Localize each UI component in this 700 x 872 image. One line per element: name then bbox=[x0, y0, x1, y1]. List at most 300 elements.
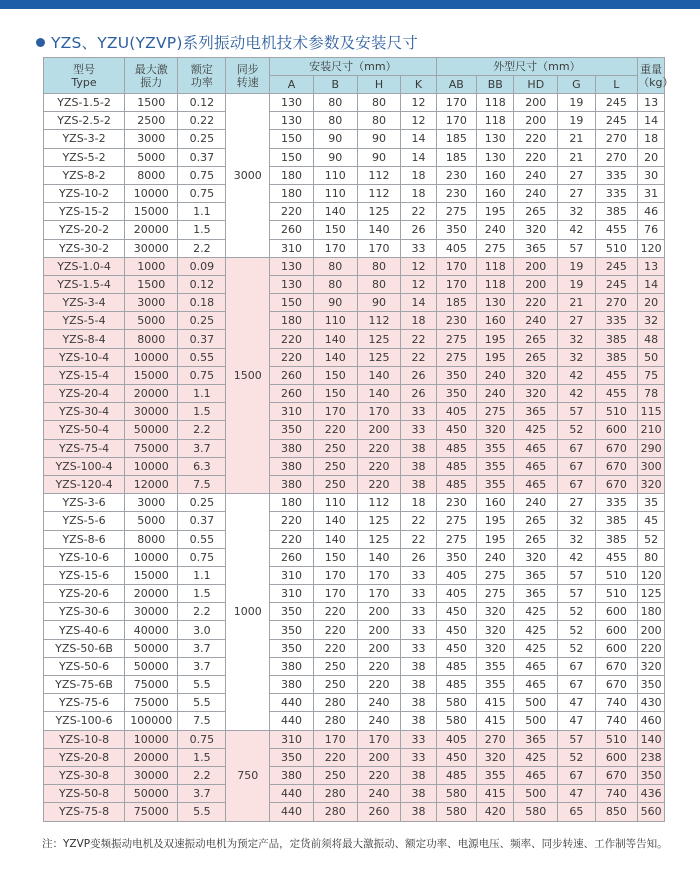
cell-g: 21 bbox=[558, 148, 595, 166]
cell-bb: 270 bbox=[477, 730, 514, 748]
cell-type: YZS-10-2 bbox=[44, 184, 125, 202]
cell-type: YZS-8-2 bbox=[44, 166, 125, 184]
cell-ab: 485 bbox=[436, 676, 477, 694]
cell-type: YZS-5-6 bbox=[44, 512, 125, 530]
cell-a: 310 bbox=[270, 585, 314, 603]
cell-g: 57 bbox=[558, 585, 595, 603]
cell-force: 30000 bbox=[125, 603, 178, 621]
cell-h: 125 bbox=[357, 530, 401, 548]
cell-type: YZS-20-4 bbox=[44, 385, 125, 403]
table-row bbox=[44, 585, 665, 603]
cell-weight: 436 bbox=[638, 785, 665, 803]
cell-power: 3.7 bbox=[178, 439, 226, 457]
table-row bbox=[44, 312, 665, 330]
cell-k: 33 bbox=[401, 239, 436, 257]
table-row bbox=[44, 112, 665, 130]
cell-b: 140 bbox=[313, 530, 357, 548]
cell-bb: 275 bbox=[477, 585, 514, 603]
col-header-speed bbox=[226, 58, 270, 94]
cell-ab: 450 bbox=[436, 421, 477, 439]
cell-k: 26 bbox=[401, 548, 436, 566]
cell-a: 260 bbox=[270, 221, 314, 239]
cell-l: 245 bbox=[595, 257, 638, 275]
cell-b: 250 bbox=[313, 766, 357, 784]
cell-force: 1500 bbox=[125, 275, 178, 293]
cell-l: 270 bbox=[595, 130, 638, 148]
cell-a: 150 bbox=[270, 148, 314, 166]
cell-force: 20000 bbox=[125, 385, 178, 403]
cell-l: 670 bbox=[595, 657, 638, 675]
cell-ab: 170 bbox=[436, 257, 477, 275]
cell-bb: 415 bbox=[477, 785, 514, 803]
cell-h: 240 bbox=[357, 785, 401, 803]
cell-power: 6.3 bbox=[178, 457, 226, 475]
cell-b: 220 bbox=[313, 603, 357, 621]
cell-power: 3.0 bbox=[178, 621, 226, 639]
table-row bbox=[44, 748, 665, 766]
table-row bbox=[44, 257, 665, 275]
cell-a: 130 bbox=[270, 112, 314, 130]
cell-b: 110 bbox=[313, 312, 357, 330]
cell-k: 22 bbox=[401, 330, 436, 348]
cell-ab: 350 bbox=[436, 221, 477, 239]
cell-h: 112 bbox=[357, 312, 401, 330]
cell-power: 0.75 bbox=[178, 548, 226, 566]
table-row bbox=[44, 657, 665, 675]
cell-force: 15000 bbox=[125, 203, 178, 221]
cell-force: 40000 bbox=[125, 621, 178, 639]
cell-bb: 355 bbox=[477, 475, 514, 493]
cell-weight: 14 bbox=[638, 112, 665, 130]
cell-a: 220 bbox=[270, 203, 314, 221]
cell-weight: 210 bbox=[638, 421, 665, 439]
cell-hd: 365 bbox=[514, 239, 558, 257]
cell-power: 0.25 bbox=[178, 130, 226, 148]
cell-h: 80 bbox=[357, 257, 401, 275]
col-header-weight bbox=[638, 58, 674, 94]
cell-k: 22 bbox=[401, 512, 436, 530]
cell-h: 125 bbox=[357, 203, 401, 221]
cell-ab: 405 bbox=[436, 566, 477, 584]
cell-h: 220 bbox=[357, 457, 401, 475]
cell-weight: 180 bbox=[638, 603, 665, 621]
cell-b: 250 bbox=[313, 676, 357, 694]
cell-power: 0.55 bbox=[178, 348, 226, 366]
cell-a: 310 bbox=[270, 566, 314, 584]
cell-force: 1000 bbox=[125, 257, 178, 275]
table-row bbox=[44, 130, 665, 148]
cell-power: 5.5 bbox=[178, 676, 226, 694]
cell-bb: 160 bbox=[477, 312, 514, 330]
cell-bb: 355 bbox=[477, 676, 514, 694]
cell-hd: 220 bbox=[514, 294, 558, 312]
cell-l: 740 bbox=[595, 712, 638, 730]
cell-k: 38 bbox=[401, 676, 436, 694]
cell-force: 75000 bbox=[125, 676, 178, 694]
col-header-hd: HD bbox=[514, 76, 558, 94]
cell-force: 15000 bbox=[125, 366, 178, 384]
header-power-line2: 功率 bbox=[190, 75, 213, 89]
cell-k: 38 bbox=[401, 785, 436, 803]
cell-h: 220 bbox=[357, 766, 401, 784]
table-row bbox=[44, 676, 665, 694]
cell-weight: 18 bbox=[638, 130, 665, 148]
cell-k: 38 bbox=[401, 475, 436, 493]
table-row bbox=[44, 803, 665, 821]
table-row bbox=[44, 239, 665, 257]
cell-h: 125 bbox=[357, 348, 401, 366]
cell-ab: 580 bbox=[436, 694, 477, 712]
cell-k: 33 bbox=[401, 603, 436, 621]
cell-hd: 320 bbox=[514, 366, 558, 384]
cell-b: 80 bbox=[313, 94, 357, 112]
cell-hd: 580 bbox=[514, 803, 558, 821]
cell-hd: 500 bbox=[514, 785, 558, 803]
cell-type: YZS-30-8 bbox=[44, 766, 125, 784]
cell-g: 19 bbox=[558, 94, 595, 112]
cell-l: 510 bbox=[595, 585, 638, 603]
cell-bb: 195 bbox=[477, 330, 514, 348]
cell-power: 0.18 bbox=[178, 294, 226, 312]
cell-hd: 265 bbox=[514, 512, 558, 530]
cell-type: YZS-20-2 bbox=[44, 221, 125, 239]
cell-bb: 320 bbox=[477, 421, 514, 439]
cell-l: 670 bbox=[595, 766, 638, 784]
cell-hd: 265 bbox=[514, 203, 558, 221]
cell-bb: 420 bbox=[477, 803, 514, 821]
cell-hd: 425 bbox=[514, 639, 558, 657]
cell-b: 80 bbox=[313, 112, 357, 130]
table-row bbox=[44, 639, 665, 657]
cell-force: 15000 bbox=[125, 566, 178, 584]
cell-l: 245 bbox=[595, 94, 638, 112]
cell-weight: 320 bbox=[638, 657, 665, 675]
cell-h: 125 bbox=[357, 512, 401, 530]
cell-k: 38 bbox=[401, 457, 436, 475]
cell-hd: 200 bbox=[514, 257, 558, 275]
cell-ab: 230 bbox=[436, 184, 477, 202]
cell-b: 220 bbox=[313, 421, 357, 439]
cell-h: 170 bbox=[357, 730, 401, 748]
header-type-en: Type bbox=[71, 75, 97, 89]
table-row bbox=[44, 475, 665, 493]
cell-a: 260 bbox=[270, 385, 314, 403]
cell-l: 740 bbox=[595, 694, 638, 712]
cell-a: 440 bbox=[270, 694, 314, 712]
cell-weight: 32 bbox=[638, 312, 665, 330]
cell-h: 200 bbox=[357, 639, 401, 657]
cell-b: 90 bbox=[313, 130, 357, 148]
col-header-ab: AB bbox=[436, 76, 477, 94]
header-weight-line1: 重量 bbox=[640, 62, 663, 76]
cell-h: 170 bbox=[357, 566, 401, 584]
cell-b: 280 bbox=[313, 694, 357, 712]
cell-l: 335 bbox=[595, 494, 638, 512]
cell-type: YZS-30-4 bbox=[44, 403, 125, 421]
cell-b: 250 bbox=[313, 657, 357, 675]
cell-ab: 275 bbox=[436, 512, 477, 530]
cell-type: YZS-3-6 bbox=[44, 494, 125, 512]
cell-weight: 120 bbox=[638, 239, 665, 257]
cell-h: 80 bbox=[357, 112, 401, 130]
cell-h: 140 bbox=[357, 221, 401, 239]
cell-k: 18 bbox=[401, 494, 436, 512]
cell-type: YZS-1.5-2 bbox=[44, 94, 125, 112]
cell-type: YZS-3-4 bbox=[44, 294, 125, 312]
cell-a: 220 bbox=[270, 530, 314, 548]
cell-power: 3.7 bbox=[178, 785, 226, 803]
cell-a: 260 bbox=[270, 366, 314, 384]
cell-g: 52 bbox=[558, 603, 595, 621]
cell-ab: 275 bbox=[436, 530, 477, 548]
cell-l: 670 bbox=[595, 439, 638, 457]
col-header-force bbox=[125, 58, 178, 94]
cell-ab: 580 bbox=[436, 785, 477, 803]
cell-k: 18 bbox=[401, 312, 436, 330]
cell-k: 33 bbox=[401, 730, 436, 748]
cell-l: 385 bbox=[595, 203, 638, 221]
cell-g: 32 bbox=[558, 530, 595, 548]
cell-ab: 350 bbox=[436, 366, 477, 384]
cell-g: 67 bbox=[558, 676, 595, 694]
cell-l: 455 bbox=[595, 366, 638, 384]
header-force-line2: 振力 bbox=[140, 75, 163, 89]
cell-h: 260 bbox=[357, 803, 401, 821]
cell-hd: 240 bbox=[514, 312, 558, 330]
cell-h: 170 bbox=[357, 585, 401, 603]
cell-bb: 130 bbox=[477, 148, 514, 166]
cell-bb: 195 bbox=[477, 203, 514, 221]
cell-k: 33 bbox=[401, 585, 436, 603]
cell-k: 12 bbox=[401, 112, 436, 130]
cell-weight: 13 bbox=[638, 257, 665, 275]
cell-bb: 160 bbox=[477, 494, 514, 512]
cell-b: 110 bbox=[313, 184, 357, 202]
cell-l: 510 bbox=[595, 239, 638, 257]
page-title: YZS、YZU(YZVP)系列振动电机技术参数及安装尺寸 bbox=[51, 34, 419, 52]
cell-g: 52 bbox=[558, 639, 595, 657]
cell-hd: 220 bbox=[514, 148, 558, 166]
cell-type: YZS-3-2 bbox=[44, 130, 125, 148]
cell-g: 21 bbox=[558, 130, 595, 148]
cell-type: YZS-75-4 bbox=[44, 439, 125, 457]
cell-type: YZS-15-6 bbox=[44, 566, 125, 584]
spec-table-body bbox=[44, 94, 665, 822]
cell-g: 32 bbox=[558, 330, 595, 348]
table-row bbox=[44, 712, 665, 730]
cell-a: 260 bbox=[270, 548, 314, 566]
cell-hd: 365 bbox=[514, 730, 558, 748]
cell-h: 220 bbox=[357, 439, 401, 457]
cell-a: 380 bbox=[270, 475, 314, 493]
cell-weight: 140 bbox=[638, 730, 665, 748]
cell-l: 270 bbox=[595, 294, 638, 312]
cell-l: 670 bbox=[595, 475, 638, 493]
cell-g: 65 bbox=[558, 803, 595, 821]
cell-k: 33 bbox=[401, 639, 436, 657]
cell-g: 42 bbox=[558, 385, 595, 403]
cell-ab: 170 bbox=[436, 275, 477, 293]
cell-ab: 185 bbox=[436, 130, 477, 148]
cell-l: 385 bbox=[595, 530, 638, 548]
header-speed-line2: 转速 bbox=[236, 75, 259, 89]
col-group-outline: 外型尺寸（mm） bbox=[436, 58, 638, 76]
cell-power: 0.22 bbox=[178, 112, 226, 130]
table-row bbox=[44, 203, 665, 221]
cell-force: 30000 bbox=[125, 403, 178, 421]
table-row bbox=[44, 148, 665, 166]
cell-l: 600 bbox=[595, 639, 638, 657]
cell-a: 220 bbox=[270, 348, 314, 366]
cell-g: 27 bbox=[558, 166, 595, 184]
cell-a: 130 bbox=[270, 275, 314, 293]
table-row bbox=[44, 566, 665, 584]
cell-g: 19 bbox=[558, 257, 595, 275]
cell-b: 170 bbox=[313, 585, 357, 603]
table-row bbox=[44, 94, 665, 112]
cell-hd: 465 bbox=[514, 475, 558, 493]
cell-type: YZS-120-4 bbox=[44, 475, 125, 493]
cell-power: 1.1 bbox=[178, 566, 226, 584]
cell-l: 600 bbox=[595, 603, 638, 621]
cell-weight: 52 bbox=[638, 530, 665, 548]
cell-hd: 500 bbox=[514, 712, 558, 730]
cell-h: 112 bbox=[357, 166, 401, 184]
cell-type: YZS-2.5-2 bbox=[44, 112, 125, 130]
cell-ab: 405 bbox=[436, 403, 477, 421]
cell-g: 47 bbox=[558, 785, 595, 803]
cell-h: 90 bbox=[357, 148, 401, 166]
cell-hd: 425 bbox=[514, 603, 558, 621]
cell-weight: 76 bbox=[638, 221, 665, 239]
cell-bb: 240 bbox=[477, 366, 514, 384]
cell-ab: 485 bbox=[436, 475, 477, 493]
cell-k: 33 bbox=[401, 421, 436, 439]
cell-ab: 450 bbox=[436, 639, 477, 657]
table-row bbox=[44, 275, 665, 293]
cell-l: 335 bbox=[595, 166, 638, 184]
cell-power: 2.2 bbox=[178, 603, 226, 621]
cell-type: YZS-100-4 bbox=[44, 457, 125, 475]
cell-g: 52 bbox=[558, 421, 595, 439]
cell-b: 110 bbox=[313, 166, 357, 184]
cell-type: YZS-40-6 bbox=[44, 621, 125, 639]
col-header-b: B bbox=[313, 76, 357, 94]
table-row bbox=[44, 294, 665, 312]
cell-power: 1.5 bbox=[178, 403, 226, 421]
cell-l: 385 bbox=[595, 330, 638, 348]
cell-type: YZS-50-6 bbox=[44, 657, 125, 675]
cell-power: 5.5 bbox=[178, 803, 226, 821]
cell-l: 455 bbox=[595, 548, 638, 566]
cell-weight: 20 bbox=[638, 294, 665, 312]
cell-g: 19 bbox=[558, 112, 595, 130]
cell-hd: 465 bbox=[514, 457, 558, 475]
cell-a: 380 bbox=[270, 676, 314, 694]
cell-type: YZS-20-8 bbox=[44, 748, 125, 766]
cell-g: 57 bbox=[558, 730, 595, 748]
spec-table bbox=[43, 57, 674, 822]
cell-force: 20000 bbox=[125, 748, 178, 766]
cell-power: 0.75 bbox=[178, 184, 226, 202]
cell-a: 130 bbox=[270, 94, 314, 112]
cell-power: 2.2 bbox=[178, 766, 226, 784]
cell-g: 57 bbox=[558, 403, 595, 421]
cell-k: 33 bbox=[401, 566, 436, 584]
cell-type: YZS-50-6B bbox=[44, 639, 125, 657]
cell-h: 200 bbox=[357, 603, 401, 621]
cell-g: 67 bbox=[558, 766, 595, 784]
cell-hd: 320 bbox=[514, 221, 558, 239]
cell-b: 150 bbox=[313, 548, 357, 566]
cell-l: 510 bbox=[595, 566, 638, 584]
cell-type: YZS-8-4 bbox=[44, 330, 125, 348]
table-row bbox=[44, 421, 665, 439]
footnote: 注：YZVP变频振动电机及双速振动电机为预定产品，定货前须将最大激振动、额定功率、电源电压、频率、同步转速、工作制等告知。 bbox=[42, 838, 668, 850]
cell-l: 385 bbox=[595, 512, 638, 530]
table-row bbox=[44, 457, 665, 475]
cell-a: 180 bbox=[270, 184, 314, 202]
cell-type: YZS-10-4 bbox=[44, 348, 125, 366]
cell-b: 220 bbox=[313, 748, 357, 766]
cell-force: 3000 bbox=[125, 294, 178, 312]
page-heading bbox=[36, 30, 418, 54]
cell-g: 67 bbox=[558, 475, 595, 493]
cell-weight: 115 bbox=[638, 403, 665, 421]
cell-force: 3000 bbox=[125, 130, 178, 148]
cell-h: 140 bbox=[357, 548, 401, 566]
cell-bb: 130 bbox=[477, 294, 514, 312]
table-row bbox=[44, 366, 665, 384]
cell-force: 8000 bbox=[125, 330, 178, 348]
cell-hd: 200 bbox=[514, 275, 558, 293]
cell-ab: 580 bbox=[436, 712, 477, 730]
cell-bb: 118 bbox=[477, 94, 514, 112]
cell-bb: 355 bbox=[477, 766, 514, 784]
cell-ab: 185 bbox=[436, 148, 477, 166]
cell-k: 14 bbox=[401, 130, 436, 148]
cell-force: 5000 bbox=[125, 512, 178, 530]
cell-a: 180 bbox=[270, 166, 314, 184]
table-row bbox=[44, 221, 665, 239]
cell-a: 380 bbox=[270, 657, 314, 675]
cell-bb: 160 bbox=[477, 184, 514, 202]
cell-l: 455 bbox=[595, 385, 638, 403]
cell-h: 200 bbox=[357, 621, 401, 639]
cell-bb: 195 bbox=[477, 512, 514, 530]
cell-k: 12 bbox=[401, 275, 436, 293]
cell-k: 22 bbox=[401, 530, 436, 548]
cell-bb: 320 bbox=[477, 639, 514, 657]
cell-hd: 200 bbox=[514, 112, 558, 130]
col-group-install: 安装尺寸（mm） bbox=[270, 58, 436, 76]
cell-a: 380 bbox=[270, 766, 314, 784]
cell-b: 250 bbox=[313, 439, 357, 457]
cell-h: 170 bbox=[357, 403, 401, 421]
cell-force: 20000 bbox=[125, 585, 178, 603]
col-header-l: L bbox=[595, 76, 638, 94]
cell-g: 27 bbox=[558, 184, 595, 202]
cell-bb: 240 bbox=[477, 385, 514, 403]
header-weight-line2: （kg） bbox=[638, 75, 674, 89]
cell-b: 140 bbox=[313, 348, 357, 366]
cell-b: 80 bbox=[313, 257, 357, 275]
cell-power: 1.1 bbox=[178, 203, 226, 221]
cell-power: 0.12 bbox=[178, 94, 226, 112]
cell-force: 10000 bbox=[125, 184, 178, 202]
col-header-h: H bbox=[357, 76, 401, 94]
cell-g: 47 bbox=[558, 694, 595, 712]
